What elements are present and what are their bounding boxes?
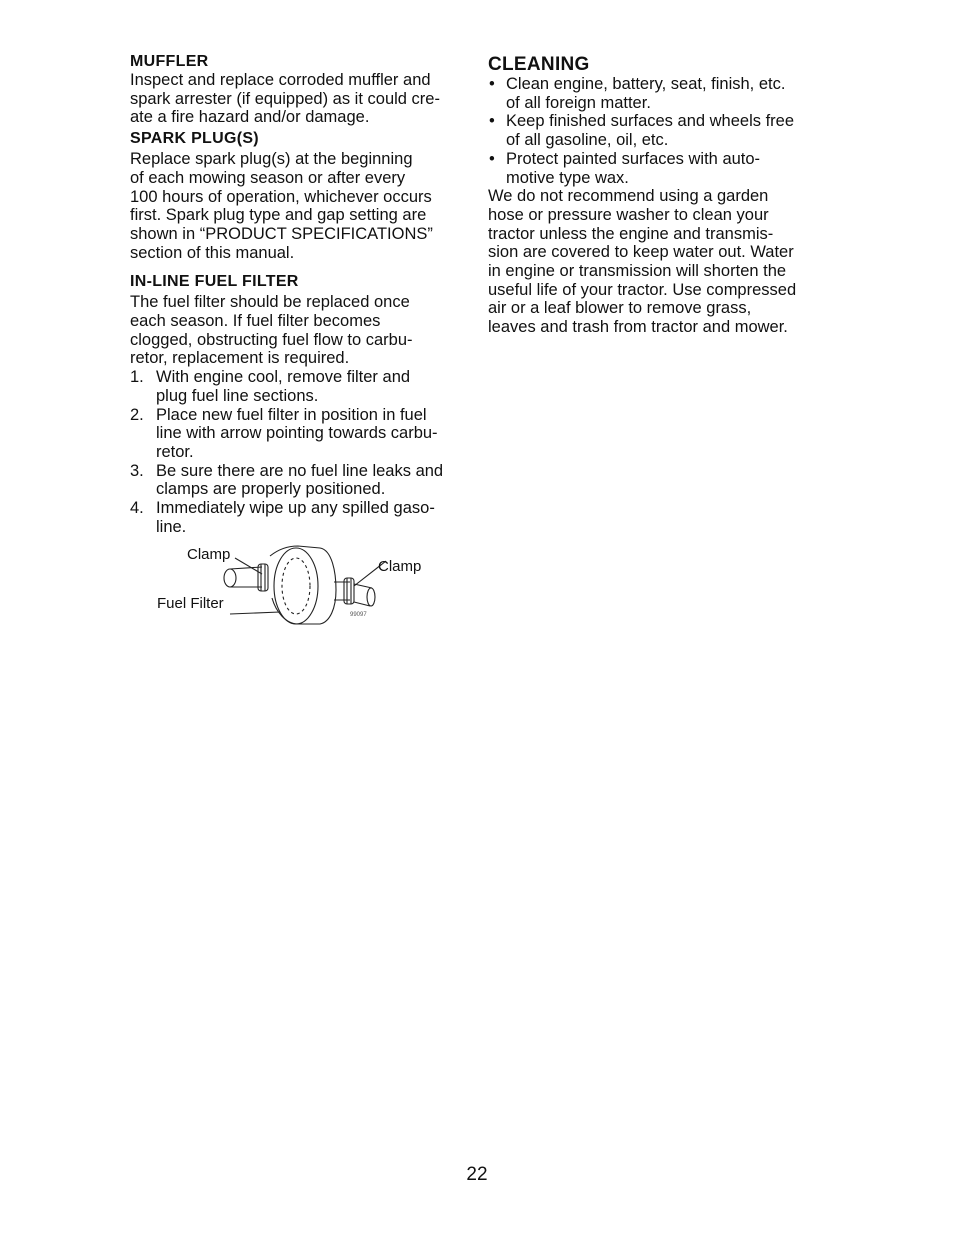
- spark-plugs-heading: SPARK PLUG(S): [130, 130, 259, 148]
- fuel-filter-heading: IN-LINE FUEL FILTER: [130, 273, 299, 291]
- step-item: 2. Place new fuel filter in position in fuel line with arrow pointing towards carbu- retor.: [130, 405, 438, 461]
- muffler-heading: MUFFLER: [130, 53, 209, 70]
- step-item: 1. With engine cool, remove filter and plug fuel line sections.: [130, 368, 411, 405]
- bullet-icon: •: [489, 75, 495, 93]
- fuel-filter-steps: [130, 368, 470, 536]
- right-column: [488, 52, 833, 337]
- fuel-filter-text: The fuel filter should be replaced once each season. If fuel filter becomes clogged, obstructing fuel flow to carbu- retor, replacement is required.: [130, 293, 413, 368]
- figure-label-clamp-left: Clamp: [187, 546, 231, 564]
- cleaning-bullets: [488, 75, 833, 187]
- bullet-item: • Clean engine, battery, seat, finish, etc. of all foreign matter.: [489, 75, 786, 112]
- fuel-filter-illustration: [130, 542, 470, 634]
- bullet-icon: •: [489, 149, 495, 168]
- page-number: 22: [466, 1164, 488, 1185]
- bullet-item: • Protect painted surfaces with auto- motive type wax.: [489, 149, 761, 187]
- left-column: [130, 52, 470, 634]
- cleaning-heading: CLEANING: [488, 54, 590, 75]
- figure-label-fuel-filter: Fuel Filter: [157, 595, 224, 613]
- figure-label-clamp-right: Clamp: [378, 558, 422, 576]
- muffler-text: Inspect and replace corroded muffler and spark arrester (if equipped) as it could cre- ate a fire hazard and/or damage.: [130, 71, 440, 127]
- step-item: 3. Be sure there are no fuel line leaks and clamps are properly positioned.: [130, 461, 444, 499]
- fuel-filter-drawing: [130, 542, 470, 634]
- figure-code: 99097: [350, 612, 367, 619]
- step-item: 4. Immediately wipe up any spilled gaso- line.: [130, 499, 435, 536]
- bullet-item: • Keep finished surfaces and wheels free of all gasoline, oil, etc.: [489, 112, 795, 150]
- spark-plugs-text: Replace spark plug(s) at the beginning of each mowing season or after every 100 hours of operation, whichever occurs first. Spark plug type and gap setting are shown in “PRODUCT SPECIFICATIONS” section of this manual.: [130, 150, 433, 262]
- bullet-icon: •: [489, 112, 495, 131]
- cleaning-text: We do not recommend using a garden hose or pressure washer to clean your tractor unless the engine and transmis- sion are covered to keep water out. Water in engine or transmission will shorten the useful life of your tractor. Use compressed air or a leaf blower to remove grass, leaves and trash from tractor and mower.: [488, 187, 797, 337]
